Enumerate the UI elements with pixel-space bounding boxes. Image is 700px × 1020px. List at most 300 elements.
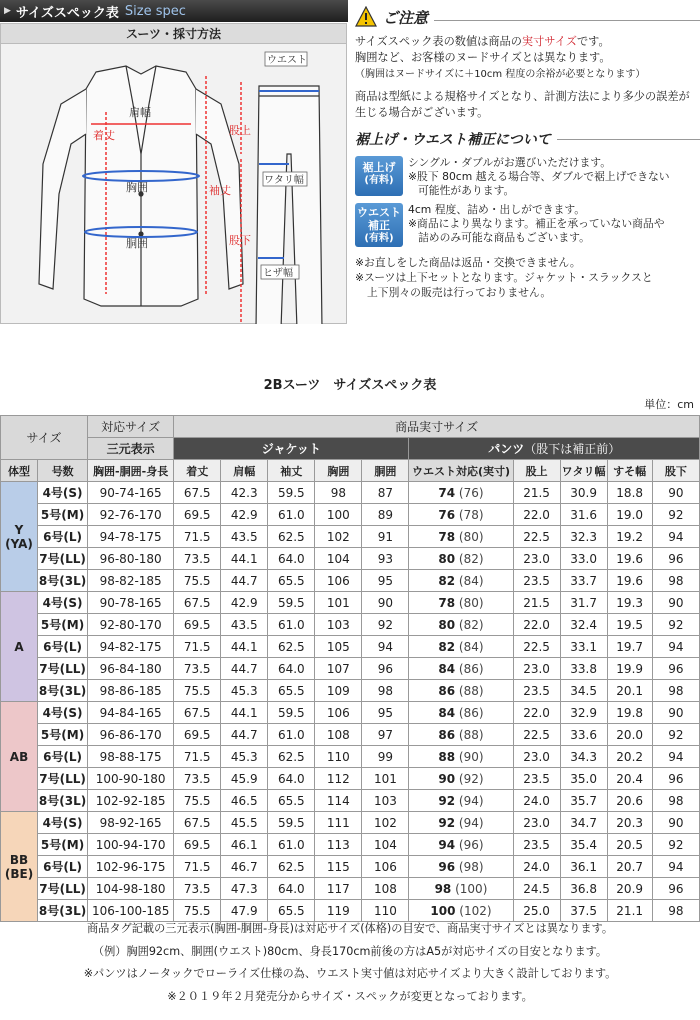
mataue-cell: 24.0 xyxy=(513,856,560,878)
kitake-cell: 69.5 xyxy=(174,834,221,856)
waist-taiou: (82) xyxy=(458,617,484,632)
sodetake-cell: 64.0 xyxy=(268,878,315,900)
kyoi-cell: 117 xyxy=(315,878,362,900)
katahaba-cell: 44.1 xyxy=(221,548,268,570)
kitake-cell: 69.5 xyxy=(174,504,221,526)
matashita-cell: 96 xyxy=(652,658,699,680)
watari-cell: 33.7 xyxy=(560,570,607,592)
note-1: ※お直しをした商品は返品・交換できません。 xyxy=(355,256,581,269)
label-muneue: 胸囲 xyxy=(126,181,148,194)
col-kitake: 着丈 xyxy=(174,460,221,482)
waist-taiou: (86) xyxy=(458,661,484,676)
waist-actual: 96 xyxy=(438,859,456,874)
sangen-cell: 98-88-175 xyxy=(88,746,174,768)
kyoi-cell: 102 xyxy=(315,526,362,548)
waist-cell xyxy=(409,856,513,878)
doui-cell: 90 xyxy=(362,592,409,614)
col-size-header: サイズ xyxy=(1,416,88,460)
alteration-title: 裾上げ・ウエスト補正について xyxy=(355,132,551,148)
waist-actual: 86 xyxy=(438,727,456,742)
doui-cell: 94 xyxy=(362,636,409,658)
matashita-cell: 98 xyxy=(652,680,699,702)
waist-taiou: (80) xyxy=(458,529,484,544)
matashita-cell: 94 xyxy=(652,746,699,768)
susohaba-cell: 20.1 xyxy=(607,680,652,702)
doui-cell: 101 xyxy=(362,768,409,790)
sangen-cell: 96-84-180 xyxy=(88,658,174,680)
watari-cell: 33.6 xyxy=(560,724,607,746)
sangen-cell: 100-94-170 xyxy=(88,834,174,856)
katahaba-cell: 46.7 xyxy=(221,856,268,878)
doui-cell: 91 xyxy=(362,526,409,548)
sodetake-cell: 62.5 xyxy=(268,746,315,768)
mataue-cell: 24.0 xyxy=(513,790,560,812)
col-watari: ワタリ幅 xyxy=(560,460,607,482)
kitake-cell: 71.5 xyxy=(174,746,221,768)
jacket-header: ジャケット xyxy=(174,438,409,460)
waist-actual: 88 xyxy=(438,749,456,764)
table-row xyxy=(1,746,700,768)
gousu-cell: 5号(M) xyxy=(38,614,88,636)
col-sangen-header: 三元表示 xyxy=(88,438,174,460)
matashita-cell: 98 xyxy=(652,570,699,592)
susohaba-cell: 21.1 xyxy=(607,900,652,922)
gousu-cell: 8号(3L) xyxy=(38,790,88,812)
susohaba-cell: 19.9 xyxy=(607,658,652,680)
gousu-cell: 5号(M) xyxy=(38,834,88,856)
matashita-cell: 98 xyxy=(652,790,699,812)
waist-actual: 80 xyxy=(438,551,456,566)
mataue-cell: 21.5 xyxy=(513,482,560,504)
notice-p3: （胸囲はヌードサイズに＋10cm 程度の余裕が必要となります） xyxy=(355,69,646,80)
susohaba-cell: 20.2 xyxy=(607,746,652,768)
watari-cell: 33.1 xyxy=(560,636,607,658)
label-watari: ワタリ幅 xyxy=(264,175,304,186)
watari-cell: 36.1 xyxy=(560,856,607,878)
waist-actual: 82 xyxy=(438,573,456,588)
mataue-cell: 21.5 xyxy=(513,592,560,614)
notice-title: ご注意 xyxy=(383,8,429,27)
section-title-en: Size spec xyxy=(124,3,186,19)
waist-text-2: ※商品により異なります。補正を承っていない商品や xyxy=(408,217,665,230)
katahaba-cell: 44.7 xyxy=(221,658,268,680)
table-row xyxy=(1,680,700,702)
waist-cell xyxy=(409,790,513,812)
waist-cell xyxy=(409,702,513,724)
waist-taiou: (96) xyxy=(458,837,484,852)
body-type-cell: BB (BE) xyxy=(1,812,38,922)
katahaba-cell: 42.9 xyxy=(221,504,268,526)
matashita-cell: 92 xyxy=(652,834,699,856)
kyoi-cell: 104 xyxy=(315,548,362,570)
watari-cell: 36.8 xyxy=(560,878,607,900)
warning-icon xyxy=(355,6,377,28)
watari-cell: 31.6 xyxy=(560,504,607,526)
sodetake-cell: 62.5 xyxy=(268,526,315,548)
katahaba-cell: 44.7 xyxy=(221,570,268,592)
sodetake-cell: 64.0 xyxy=(268,768,315,790)
matashita-cell: 92 xyxy=(652,724,699,746)
gousu-cell: 5号(M) xyxy=(38,504,88,526)
waist-text-1: 4cm 程度、詰め・出しができます。 xyxy=(408,203,586,216)
return-notes xyxy=(355,255,700,300)
kitake-cell: 73.5 xyxy=(174,548,221,570)
col-doui: 胴囲 xyxy=(362,460,409,482)
susohaba-cell: 19.6 xyxy=(607,570,652,592)
footer-note-1: 商品タグ記載の三元表示(胸囲-胴囲-身長)は対応サイズ(体格)の目安で、商品実寸サイズとは異なります。 xyxy=(86,922,614,935)
waist-cell xyxy=(409,680,513,702)
gousu-cell: 4号(S) xyxy=(38,482,88,504)
waist-cell xyxy=(409,548,513,570)
kitake-cell: 69.5 xyxy=(174,614,221,636)
gousu-cell: 7号(LL) xyxy=(38,658,88,680)
pants-header xyxy=(409,438,700,460)
doui-cell: 92 xyxy=(362,614,409,636)
table-row xyxy=(1,702,700,724)
waist-actual: 100 xyxy=(430,903,456,918)
gousu-cell: 4号(S) xyxy=(38,702,88,724)
notice-p2: 胸囲など、お客様のヌードサイズとは異なります。 xyxy=(355,51,611,64)
gousu-cell: 6号(L) xyxy=(38,526,88,548)
notice-p1b: です。 xyxy=(576,35,610,48)
mataue-cell: 24.5 xyxy=(513,878,560,900)
watari-cell: 33.8 xyxy=(560,658,607,680)
waist-text-3: 詰めのみ可能な商品もございます。 xyxy=(418,231,590,244)
kitake-cell: 69.5 xyxy=(174,724,221,746)
col-shohin-header: 商品実寸サイズ xyxy=(174,416,700,438)
gousu-cell: 8号(3L) xyxy=(38,570,88,592)
table-row xyxy=(1,482,700,504)
doui-cell: 97 xyxy=(362,724,409,746)
waist-cell xyxy=(409,658,513,680)
kitake-cell: 73.5 xyxy=(174,658,221,680)
mataue-cell: 22.0 xyxy=(513,702,560,724)
mataue-cell: 23.5 xyxy=(513,570,560,592)
susohaba-cell: 19.2 xyxy=(607,526,652,548)
hem-text-1: シングル・ダブルがお選びいただけます。 xyxy=(408,156,612,169)
susohaba-cell: 20.4 xyxy=(607,768,652,790)
sodetake-cell: 64.0 xyxy=(268,548,315,570)
suit-diagram-svg xyxy=(1,44,346,324)
gousu-cell: 6号(L) xyxy=(38,856,88,878)
matashita-cell: 96 xyxy=(652,548,699,570)
kitake-cell: 67.5 xyxy=(174,702,221,724)
table-row xyxy=(1,570,700,592)
sodetake-cell: 61.0 xyxy=(268,504,315,526)
susohaba-cell: 19.7 xyxy=(607,636,652,658)
table-row xyxy=(1,834,700,856)
table-row xyxy=(1,768,700,790)
susohaba-cell: 20.3 xyxy=(607,812,652,834)
gousu-cell: 8号(3L) xyxy=(38,680,88,702)
waist-cell xyxy=(409,592,513,614)
sangen-cell: 96-80-180 xyxy=(88,548,174,570)
measurement-diagram xyxy=(0,23,347,324)
label-mataue: 股上 xyxy=(229,124,251,137)
waist-actual: 98 xyxy=(434,881,452,896)
gousu-cell: 6号(L) xyxy=(38,746,88,768)
sangen-cell: 98-82-185 xyxy=(88,570,174,592)
kitake-cell: 71.5 xyxy=(174,856,221,878)
waist-badge-sub: (有料) xyxy=(364,233,394,244)
kyoi-cell: 119 xyxy=(315,900,362,922)
sangen-cell: 94-84-165 xyxy=(88,702,174,724)
gousu-cell: 7号(LL) xyxy=(38,878,88,900)
matashita-cell: 96 xyxy=(652,768,699,790)
katahaba-cell: 45.9 xyxy=(221,768,268,790)
col-waist: ウエスト対応(実寸) xyxy=(409,460,513,482)
mataue-cell: 23.5 xyxy=(513,680,560,702)
alteration-heading xyxy=(355,127,700,151)
doui-cell: 98 xyxy=(362,680,409,702)
waist-cell xyxy=(409,724,513,746)
watari-cell: 35.7 xyxy=(560,790,607,812)
susohaba-cell: 20.7 xyxy=(607,856,652,878)
waist-taiou: (102) xyxy=(459,903,492,918)
notice-p1-red: 実寸サイズ xyxy=(521,35,577,48)
col-matashita: 股下 xyxy=(652,460,699,482)
katahaba-cell: 44.1 xyxy=(221,702,268,724)
watari-cell: 34.3 xyxy=(560,746,607,768)
label-waist: ウエスト xyxy=(267,55,307,66)
katahaba-cell: 44.7 xyxy=(221,724,268,746)
matashita-cell: 96 xyxy=(652,878,699,900)
mataue-cell: 23.0 xyxy=(513,746,560,768)
sangen-cell: 90-74-165 xyxy=(88,482,174,504)
waist-taiou: (76) xyxy=(458,485,484,500)
sangen-cell: 104-98-180 xyxy=(88,878,174,900)
sangen-cell: 92-80-170 xyxy=(88,614,174,636)
hem-text-3: 可能性があります。 xyxy=(418,184,515,197)
notice-heading xyxy=(355,2,700,32)
waist-cell xyxy=(409,834,513,856)
susohaba-cell: 18.8 xyxy=(607,482,652,504)
hem-badge-sub: (有料) xyxy=(364,175,394,186)
waist-taiou: (84) xyxy=(458,639,484,654)
kyoi-cell: 106 xyxy=(315,702,362,724)
katahaba-cell: 45.3 xyxy=(221,680,268,702)
table-row xyxy=(1,504,700,526)
gousu-cell: 4号(S) xyxy=(38,592,88,614)
gousu-cell: 5号(M) xyxy=(38,724,88,746)
gousu-cell: 8号(3L) xyxy=(38,900,88,922)
waist-actual: 84 xyxy=(438,661,456,676)
matashita-cell: 90 xyxy=(652,702,699,724)
mataue-cell: 23.0 xyxy=(513,812,560,834)
doui-cell: 95 xyxy=(362,570,409,592)
waist-taiou: (80) xyxy=(458,595,484,610)
label-sodetake: 袖丈 xyxy=(209,184,231,197)
waist-actual: 78 xyxy=(438,529,456,544)
waist-service-row xyxy=(355,203,700,247)
mataue-cell: 25.0 xyxy=(513,900,560,922)
hem-badge-main: 裾上げ xyxy=(362,161,396,174)
sodetake-cell: 65.5 xyxy=(268,680,315,702)
waist-badge-l2: 補正 xyxy=(368,219,390,232)
doui-cell: 89 xyxy=(362,504,409,526)
note-3: 上下別々の販売は行っておりません。 xyxy=(367,286,552,299)
waist-text xyxy=(408,203,665,247)
waist-cell xyxy=(409,746,513,768)
waist-cell xyxy=(409,570,513,592)
footer-note-4: ※２０１９年２月発売分からサイズ・スペックが変更となっております。 xyxy=(167,989,533,1003)
sodetake-cell: 59.5 xyxy=(268,812,315,834)
kitake-cell: 73.5 xyxy=(174,768,221,790)
kitake-cell: 71.5 xyxy=(174,636,221,658)
waist-actual: 92 xyxy=(438,793,456,808)
label-douita: 胴囲 xyxy=(126,237,148,250)
gousu-cell: 7号(LL) xyxy=(38,548,88,570)
unit-label: 単位：cm xyxy=(644,398,694,411)
matashita-cell: 94 xyxy=(652,856,699,878)
sodetake-cell: 65.5 xyxy=(268,900,315,922)
kyoi-cell: 109 xyxy=(315,680,362,702)
section-title: サイズスペック表 xyxy=(15,5,119,21)
col-kyoi3: 胸囲-胴囲-身長 xyxy=(88,460,174,482)
watari-cell: 32.4 xyxy=(560,614,607,636)
table-row xyxy=(1,526,700,548)
label-hiza: ヒザ幅 xyxy=(263,268,293,279)
watari-cell: 31.7 xyxy=(560,592,607,614)
sodetake-cell: 61.0 xyxy=(268,614,315,636)
kyoi-cell: 115 xyxy=(315,856,362,878)
doui-cell: 108 xyxy=(362,878,409,900)
pants-illustration xyxy=(256,86,322,324)
doui-cell: 93 xyxy=(362,548,409,570)
mataue-cell: 22.0 xyxy=(513,504,560,526)
size-spec-table xyxy=(0,415,700,922)
kyoi-cell: 98 xyxy=(315,482,362,504)
table-title: 2Bスーツ サイズスペック表 xyxy=(263,378,437,393)
katahaba-cell: 43.5 xyxy=(221,526,268,548)
matashita-cell: 94 xyxy=(652,526,699,548)
waist-taiou: (88) xyxy=(458,727,484,742)
waist-actual: 84 xyxy=(438,705,456,720)
waist-taiou: (84) xyxy=(458,573,484,588)
kitake-cell: 73.5 xyxy=(174,878,221,900)
sodetake-cell: 65.5 xyxy=(268,790,315,812)
waist-taiou: (92) xyxy=(458,771,484,786)
kyoi-cell: 108 xyxy=(315,724,362,746)
waist-badge xyxy=(355,203,403,247)
col-kyoi: 胸囲 xyxy=(315,460,362,482)
sangen-cell: 92-76-170 xyxy=(88,504,174,526)
label-katahaba: 肩幅 xyxy=(129,106,151,119)
waist-cell xyxy=(409,878,513,900)
waist-taiou: (88) xyxy=(458,683,484,698)
doui-cell: 106 xyxy=(362,856,409,878)
sodetake-cell: 65.5 xyxy=(268,570,315,592)
matashita-cell: 90 xyxy=(652,592,699,614)
sangen-cell: 102-96-175 xyxy=(88,856,174,878)
katahaba-cell: 42.3 xyxy=(221,482,268,504)
sodetake-cell: 61.0 xyxy=(268,724,315,746)
watari-cell: 35.0 xyxy=(560,768,607,790)
kitake-cell: 67.5 xyxy=(174,482,221,504)
sangen-cell: 98-92-165 xyxy=(88,812,174,834)
sangen-cell: 94-82-175 xyxy=(88,636,174,658)
waist-taiou: (90) xyxy=(458,749,484,764)
sodetake-cell: 62.5 xyxy=(268,636,315,658)
susohaba-cell: 20.5 xyxy=(607,834,652,856)
matashita-cell: 98 xyxy=(652,900,699,922)
doui-cell: 95 xyxy=(362,702,409,724)
table-row xyxy=(1,658,700,680)
susohaba-cell: 19.0 xyxy=(607,504,652,526)
table-row xyxy=(1,856,700,878)
waist-cell xyxy=(409,482,513,504)
kyoi-cell: 113 xyxy=(315,834,362,856)
table-row xyxy=(1,636,700,658)
body-type-cell: Y (YA) xyxy=(1,482,38,592)
mataue-cell: 22.5 xyxy=(513,636,560,658)
gousu-cell: 4号(S) xyxy=(38,812,88,834)
waist-cell xyxy=(409,636,513,658)
kitake-cell: 75.5 xyxy=(174,570,221,592)
footer-note-2: （例）胸囲92cm、胴囲(ウエスト)80cm、身長170cm前後の方はA5が対応サイズの目安となります。 xyxy=(92,944,608,958)
waist-actual: 76 xyxy=(438,507,456,522)
waist-taiou: (78) xyxy=(458,507,484,522)
matashita-cell: 94 xyxy=(652,636,699,658)
note-2: ※スーツは上下セットとなります。ジャケット・スラックスと xyxy=(355,271,653,284)
label-matashita: 股下 xyxy=(229,234,251,247)
susohaba-cell: 19.8 xyxy=(607,702,652,724)
doui-cell: 96 xyxy=(362,658,409,680)
mataue-cell: 23.0 xyxy=(513,548,560,570)
watari-cell: 33.0 xyxy=(560,548,607,570)
col-susohaba: すそ幅 xyxy=(607,460,652,482)
sangen-cell: 106-100-185 xyxy=(88,900,174,922)
waist-taiou: (100) xyxy=(455,881,488,896)
table-row xyxy=(1,548,700,570)
katahaba-cell: 46.5 xyxy=(221,790,268,812)
susohaba-cell: 20.9 xyxy=(607,878,652,900)
watari-cell: 32.9 xyxy=(560,702,607,724)
table-row xyxy=(1,812,700,834)
mataue-cell: 23.5 xyxy=(513,834,560,856)
label-kitake: 着丈 xyxy=(93,129,115,142)
table-row xyxy=(1,878,700,900)
table-row xyxy=(1,592,700,614)
kyoi-cell: 105 xyxy=(315,636,362,658)
sangen-cell: 98-86-185 xyxy=(88,680,174,702)
waist-badge-l1: ウエスト xyxy=(357,206,401,219)
kyoi-cell: 111 xyxy=(315,812,362,834)
katahaba-cell: 45.3 xyxy=(221,746,268,768)
col-taikei: 体型 xyxy=(1,460,38,482)
doui-cell: 103 xyxy=(362,790,409,812)
kyoi-cell: 100 xyxy=(315,504,362,526)
kitake-cell: 67.5 xyxy=(174,812,221,834)
matashita-cell: 90 xyxy=(652,812,699,834)
waist-taiou: (94) xyxy=(458,793,484,808)
col-mataue: 股上 xyxy=(513,460,560,482)
table-row xyxy=(1,724,700,746)
susohaba-cell: 19.6 xyxy=(607,548,652,570)
mataue-cell: 23.5 xyxy=(513,768,560,790)
kyoi-cell: 107 xyxy=(315,658,362,680)
hem-service-row xyxy=(355,156,700,198)
sodetake-cell: 61.0 xyxy=(268,834,315,856)
kyoi-cell: 110 xyxy=(315,746,362,768)
kitake-cell: 75.5 xyxy=(174,900,221,922)
mataue-cell: 22.5 xyxy=(513,724,560,746)
pants-header-note: （股下は補正前） xyxy=(524,442,621,456)
waist-taiou: (82) xyxy=(458,551,484,566)
katahaba-cell: 44.1 xyxy=(221,636,268,658)
waist-actual: 74 xyxy=(438,485,456,500)
katahaba-cell: 42.9 xyxy=(221,592,268,614)
